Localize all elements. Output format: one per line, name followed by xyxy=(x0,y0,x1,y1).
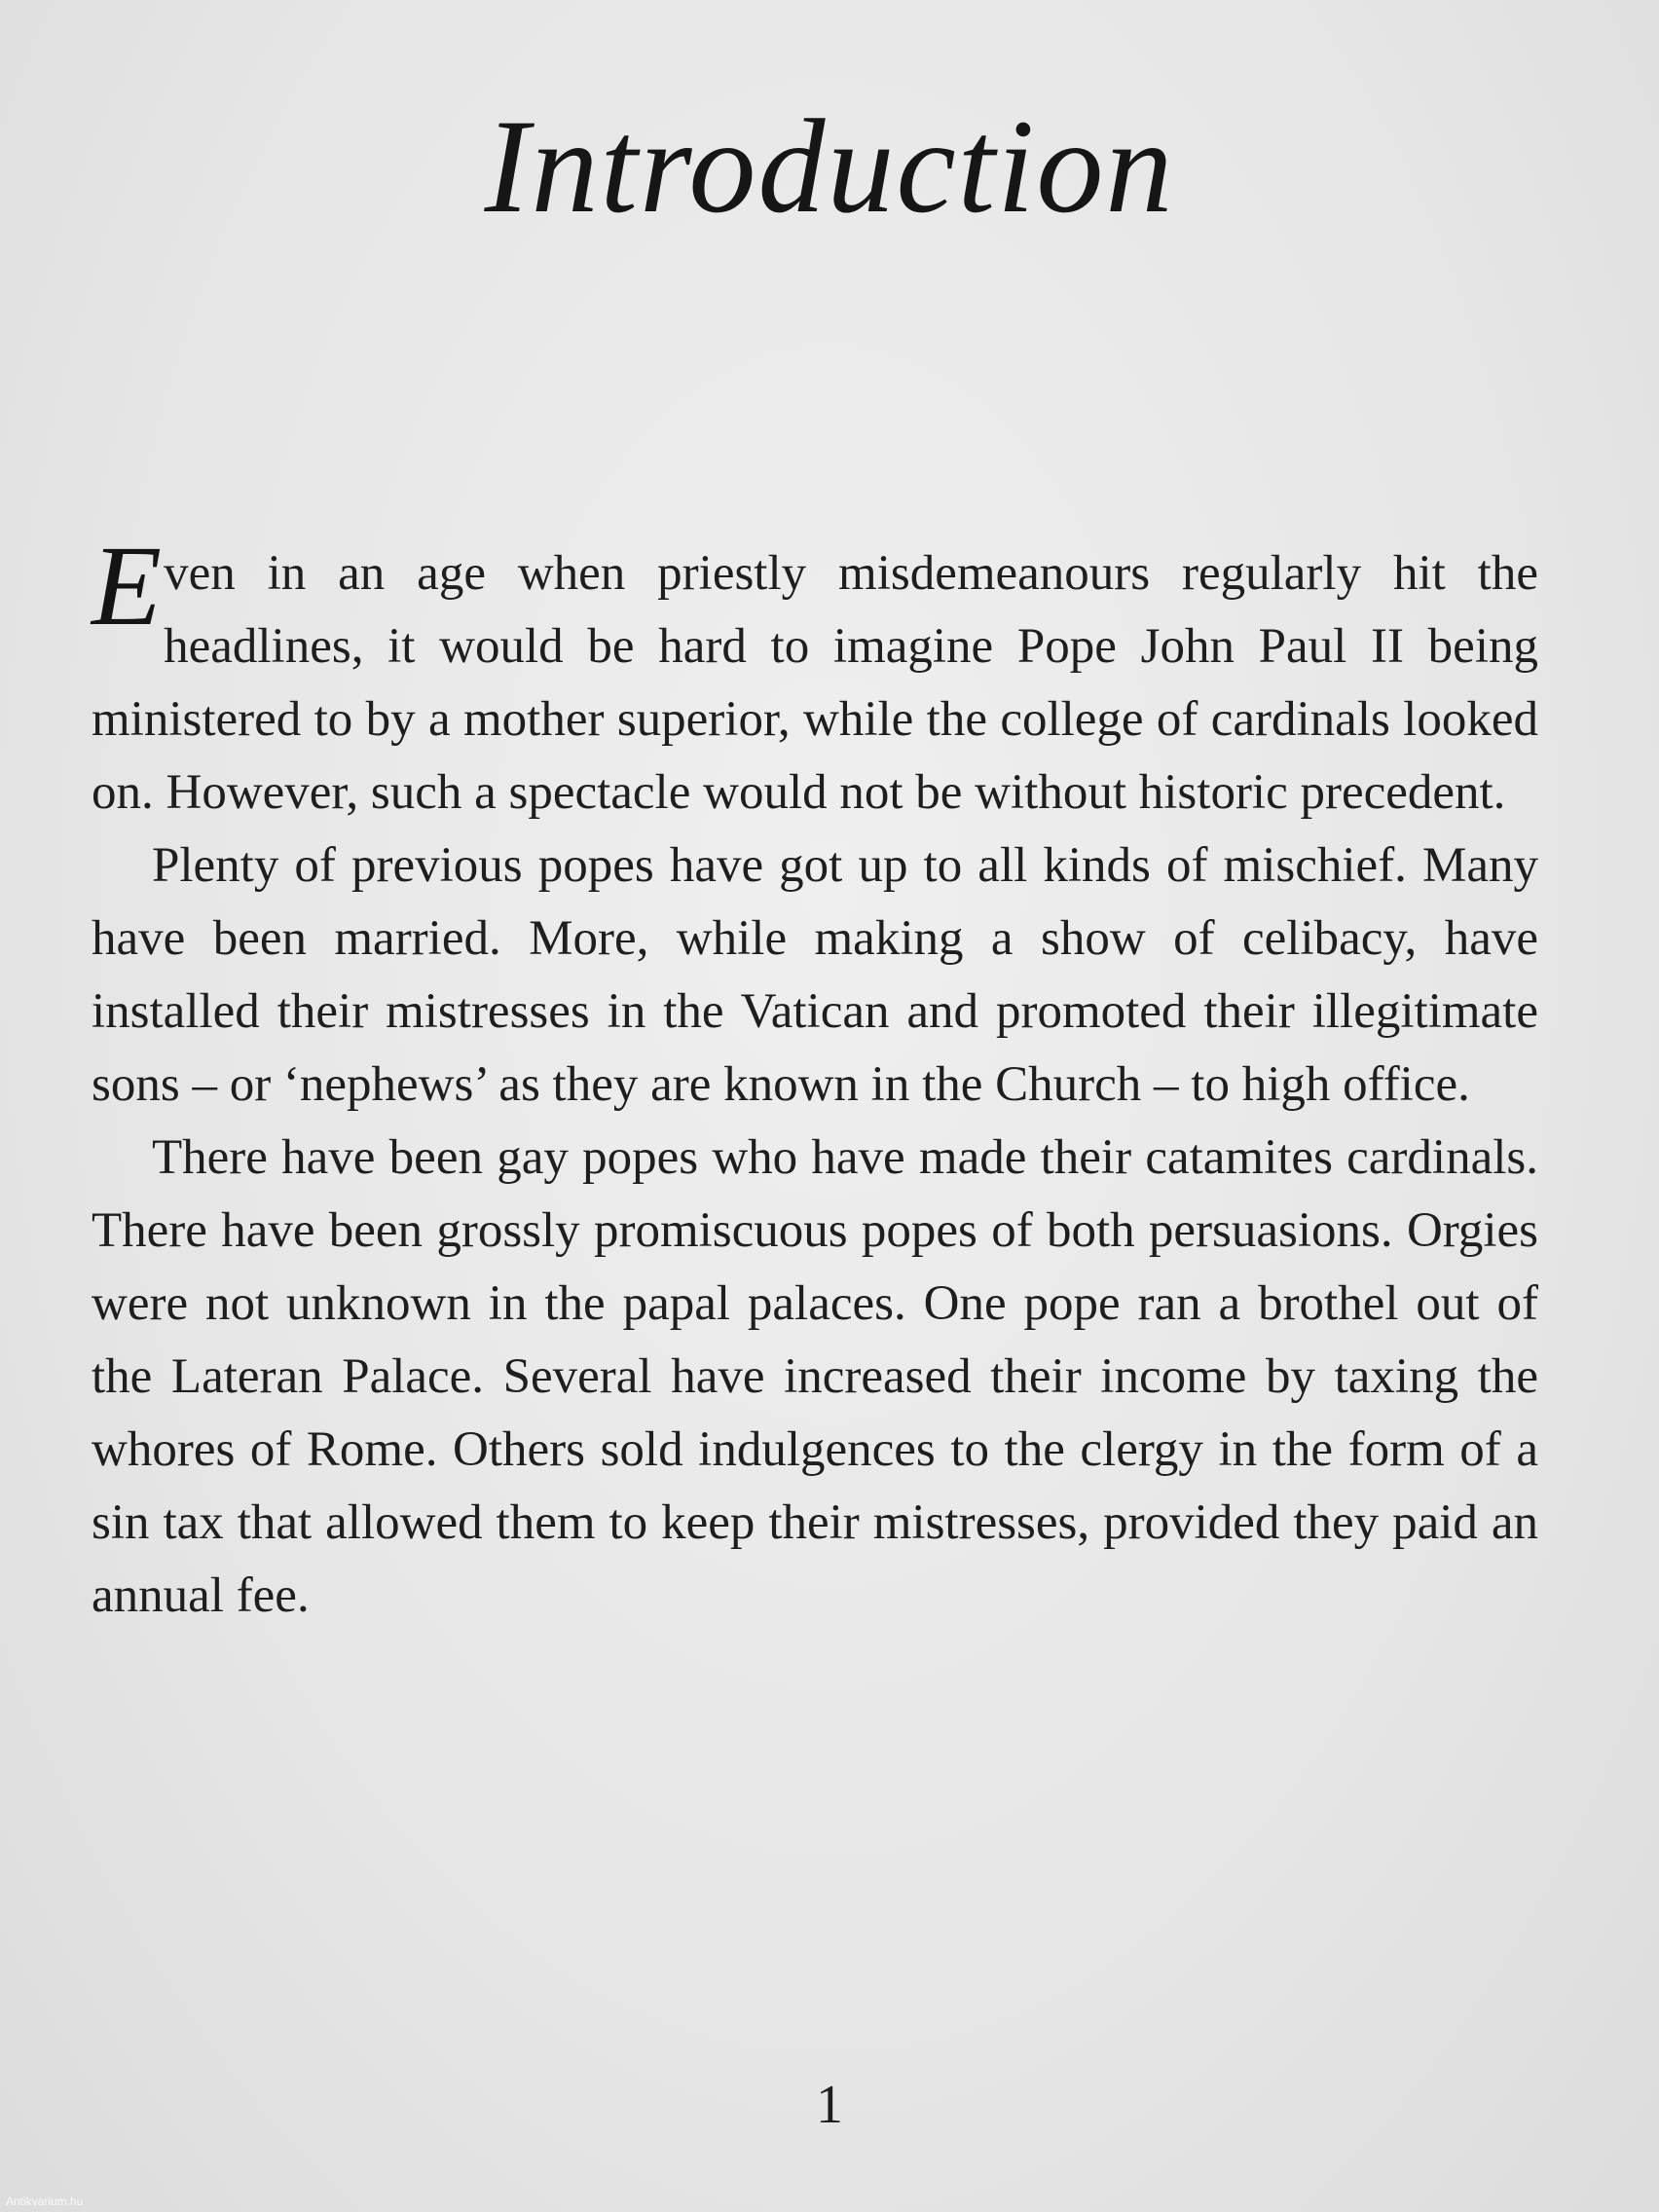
page-number: 1 xyxy=(816,2075,843,2135)
paragraph-3: There have been gay popes who have made their catamites cardinals. There have been grossly promiscuous popes of both persuasions. Orgies were not unknown in the papal palaces. One pope ran a brothel out of the Lateran Palace. Several have increased their income by taxing the whores of Rome. Others sold indulgences to the clergy in the form of a sin tax that allowed them to keep their mistresses, provided they paid an annual fee. xyxy=(92,1130,1538,1623)
paragraph-1-text: ven in an age when priestly misdemeanours regularly hit the headlines, it would be hard to imagine Pope John Paul II being ministered to by a mother superior, while the college of cardinals looked on. However, such a spectacle would not be without historic precedent. xyxy=(92,546,1538,820)
paragraph-2: Plenty of previous popes have got up to all kinds of mischief. Many have been married. More, while making a show of celibacy, have installed their mistresses in the Vatican and promoted their illegitimate sons – or ‘nephews’ as they are known in the Church – to high office. xyxy=(92,838,1538,1112)
chapter-title: Introduction xyxy=(484,92,1175,240)
watermark: Antikvarium.hu xyxy=(6,2194,84,2208)
drop-cap: E xyxy=(92,522,163,649)
body-text xyxy=(92,522,1538,1633)
paragraph-1 xyxy=(92,522,1538,830)
